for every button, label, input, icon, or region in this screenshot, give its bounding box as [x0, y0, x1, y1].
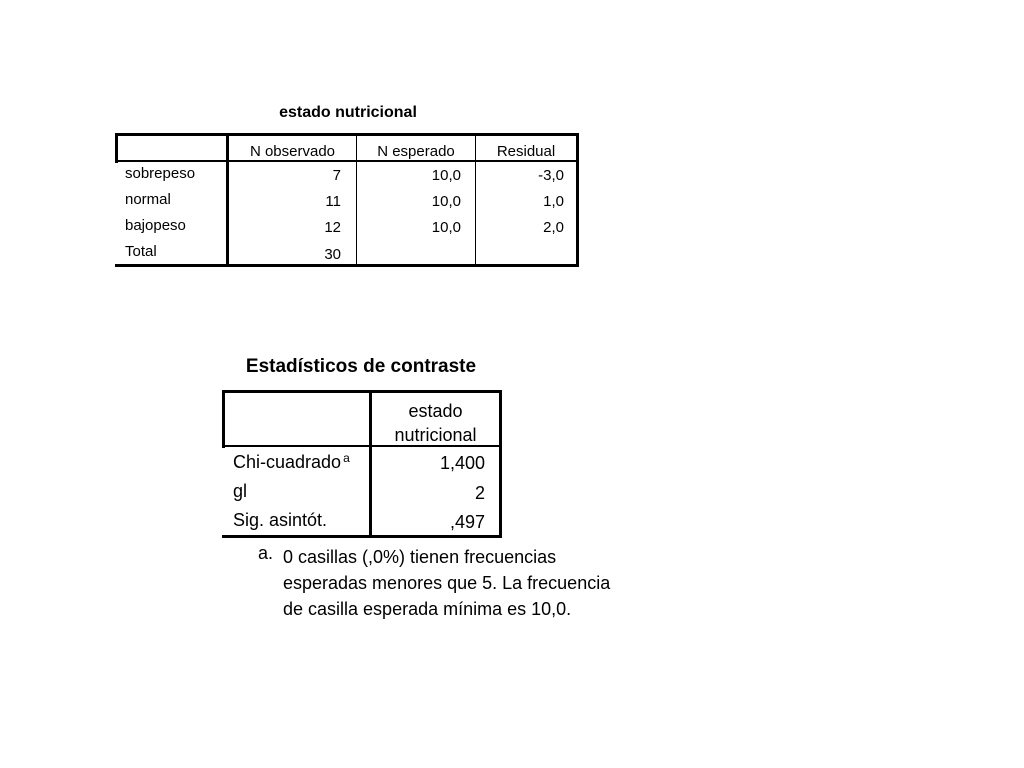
test-statistics-table: [222, 390, 502, 538]
gl-value: 2: [474, 483, 485, 503]
column-header-line1: estado: [408, 401, 463, 421]
table2-title: Estadísticos de contraste: [245, 356, 477, 377]
expected-value: 10,0: [431, 193, 461, 210]
table1-left-border: [115, 133, 118, 163]
observed-value: 7: [332, 167, 341, 184]
table2-top-border: [222, 390, 502, 393]
row-label-sig: Sig. asintót.: [233, 510, 328, 530]
expected-value: 10,0: [431, 219, 461, 236]
row-label: normal: [125, 191, 171, 208]
table2-left-border: [222, 390, 225, 448]
table1-bottom-border: [115, 264, 579, 267]
footnote-line: 0 casillas (,0%) tienen frecuencias: [283, 547, 557, 567]
column-header-residual: Residual: [496, 143, 556, 160]
footnote-text: [283, 544, 663, 622]
footnote-reference: a: [343, 451, 350, 465]
row-label: sobrepeso: [125, 165, 196, 182]
footnote-line: de casilla esperada mínima es 10,0.: [283, 599, 572, 619]
frequency-table: [115, 133, 579, 267]
residual-value: -3,0: [538, 167, 564, 184]
residual-value: 1,0: [543, 193, 564, 210]
observed-value: 11: [325, 193, 341, 210]
table1-title: estado nutricional: [279, 104, 417, 121]
footnote-line: esperadas menores que 5. La frecuencia: [283, 573, 611, 593]
column-header-observed: N observado: [249, 143, 336, 160]
column-header-line2: nutricional: [394, 425, 477, 445]
sig-value: ,497: [449, 512, 485, 532]
row-label-text: Chi-cuadrado: [233, 452, 342, 472]
table2-right-border: [499, 390, 502, 538]
observed-value: 30: [324, 246, 341, 263]
table1-right-border: [576, 133, 579, 267]
chi-square-value: 1,400: [439, 453, 485, 473]
column-header-expected: N esperado: [377, 143, 455, 160]
footnote-marker: a.: [258, 543, 274, 563]
row-label-gl: gl: [233, 481, 248, 501]
row-label-chi-square: [233, 451, 350, 473]
table2-bottom-border: [222, 535, 502, 538]
table1-top-border: [115, 133, 579, 136]
observed-value: 12: [324, 219, 341, 236]
row-label: Total: [125, 243, 157, 260]
residual-value: 2,0: [543, 219, 564, 236]
row-label: bajopeso: [125, 217, 186, 234]
expected-value: 10,0: [431, 167, 461, 184]
